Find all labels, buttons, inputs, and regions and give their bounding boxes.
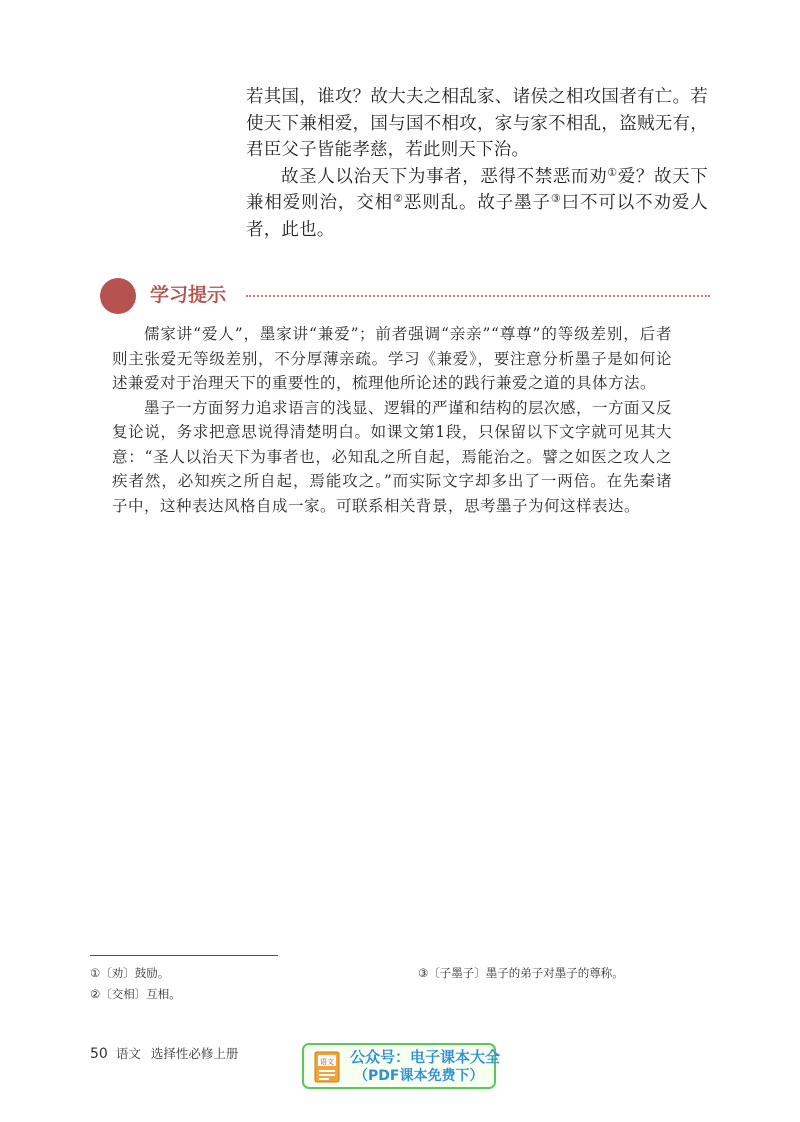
- watermark-line-2: （PDF课本免费下）: [354, 1068, 484, 1084]
- page-number: 50: [90, 1046, 108, 1062]
- footnote-2: ②〔交相〕互相。: [90, 987, 181, 1001]
- footnote-rule: [90, 955, 278, 956]
- footnote-marker-1[interactable]: ①: [607, 165, 618, 179]
- book-volume: 选择性必修上册: [150, 1046, 239, 1061]
- footnote-1: ①〔劝〕鼓励。: [90, 966, 170, 980]
- main-paragraph-2-part-d: 曰不可以不劝爱人者，此也。: [246, 193, 708, 240]
- main-paragraph-2-part-a: 故圣人以治天下为事者，恶得不禁恶而劝: [281, 166, 608, 187]
- textbook-icon-label: 语文: [320, 1058, 334, 1066]
- book-subject: 语文: [115, 1046, 141, 1061]
- watermark-stamp: [302, 1043, 501, 1089]
- page-footer: [90, 1046, 238, 1062]
- main-paragraph-1: 若其国，谁攻？故大夫之相乱家、诸侯之相攻国者有亡。若使天下兼相爱，国与国不相攻，家与家不相乱，盗贼无有，君臣父子皆能孝慈，若此则天下治。: [246, 87, 708, 160]
- study-tips-header: [100, 278, 710, 314]
- main-paragraph-2-part-b: 爱？故天下兼相爱则治，交相: [246, 166, 709, 213]
- footnote-marker-3[interactable]: ③: [550, 192, 562, 205]
- footnote-marker-2[interactable]: ②: [393, 192, 404, 205]
- section-circle-icon: [100, 278, 136, 314]
- study-tips-body: [112, 322, 672, 518]
- textbook-icon: [314, 1051, 340, 1083]
- study-tips-title: 学习提示: [150, 284, 227, 306]
- watermark-line-1: 公众号：电子课本大全: [350, 1048, 501, 1066]
- main-text: [246, 84, 708, 243]
- study-tips-paragraph-1: 儒家讲“爱人”，墨家讲“兼爱”；前者强调“亲亲”“尊尊”的等级差别，后者则主张爱无等级差别，不分厚薄亲疏。学习《兼爱》，要注意分析墨子是如何论述兼爱对于治理天下的重要性的，梳理他所论述的践行兼爱之道的具体方法。: [112, 325, 672, 392]
- main-paragraph-2-part-c: 恶则乱。故子墨子: [403, 193, 551, 213]
- study-tips-paragraph-2: 墨子一方面努力追求语言的浅显、逻辑的严谨和结构的层次感，一方面又反复论说，务求把意思说得清楚明白。如课文第1段，只保留以下文字就可见其大意：“圣人以治天下为事者也，必知乱之所自起，焉能治之。譬之如医之攻人之疾者然，必知疾之所自起，焉能攻之。”而实际文字却多出了一两倍。在先秦诸子中，这种表达风格自成一家。可联系相关背景，思考墨子为何这样表达。: [112, 398, 673, 515]
- main-paragraph-2: [246, 164, 708, 244]
- dotted-divider: [246, 295, 710, 297]
- footnote-3: ③〔子墨子〕墨子的弟子对墨子的尊称。: [418, 966, 624, 980]
